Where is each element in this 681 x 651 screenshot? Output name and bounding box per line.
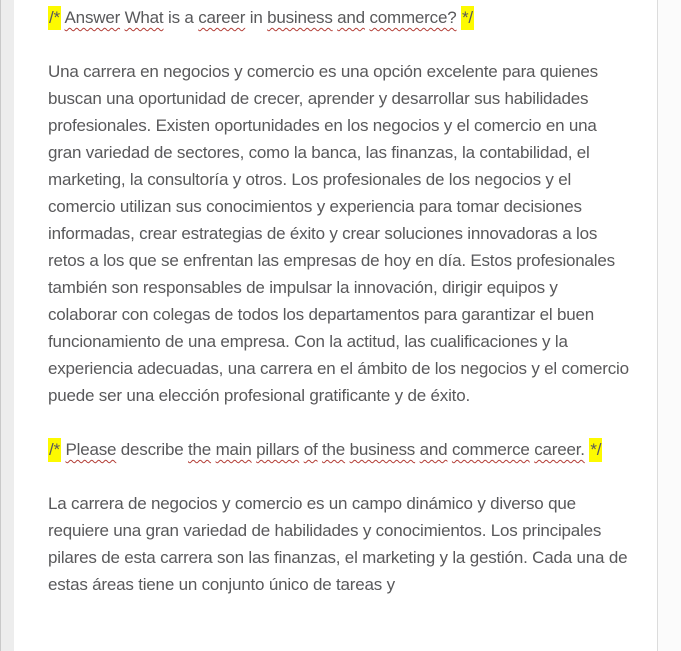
comment-marker-highlight: /*	[48, 6, 61, 30]
misspelled-word: Please	[65, 440, 117, 459]
misspelled-word: main	[215, 440, 252, 459]
comment-marker-highlight: */	[461, 6, 474, 30]
misspelled-word: of	[303, 440, 318, 459]
scrollbar-track[interactable]	[657, 0, 681, 651]
misspelled-word: business	[349, 440, 416, 459]
misspelled-word: business	[267, 8, 333, 27]
misspelled-word: career.	[534, 440, 585, 459]
comment-marker-highlight: */	[589, 438, 602, 462]
misspelled-word: the	[188, 440, 212, 459]
misspelled-word: and	[337, 8, 365, 27]
comment-word: a	[184, 8, 194, 27]
comment-word: is	[168, 8, 180, 27]
misspelled-word: commerce?	[369, 8, 457, 27]
document-text-area[interactable]	[14, 0, 657, 651]
comment-line-question-1	[48, 4, 629, 31]
misspelled-word: pillars	[256, 440, 300, 459]
comment-line-question-2	[48, 436, 629, 463]
paragraph-answer-1: Una carrera en negocios y comercio es una opción excelente para quienes buscan una oportunidad de crecer, aprender y desarrollar sus habilidades profesionales. Existen oportunidades en los negocios y el comercio en una gran variedad de sectores, como la banca, las finanzas, la contabilidad, el marketing, la consultoría y otros. Los profesionales de los negocios y el comercio utilizan sus conocimientos y experiencia para tomar decisiones informadas, crear estrategias de éxito y crear soluciones innovadoras a los retos a los que se enfrentan las empresas de hoy en día. Estos profesionales también son responsables de impulsar la innovación, dirigir equipos y colaborar con colegas de todos los departamentos para garantizar el buen funcionamiento de una empresa. Con la actitud, las cualificaciones y la experiencia adecuadas, una carrera en el ámbito de los negocios y el comercio puede ser una elección profesional gratificante y de éxito.	[48, 62, 629, 405]
comment-word: in	[249, 8, 263, 27]
misspelled-word: and	[419, 440, 448, 459]
comment-marker-highlight: /*	[48, 438, 61, 462]
left-gutter	[0, 0, 14, 651]
misspelled-word: career	[198, 8, 246, 27]
misspelled-word: Answer	[64, 8, 121, 27]
misspelled-word: commerce	[451, 440, 530, 459]
comment-word: describe	[120, 440, 184, 459]
misspelled-word: the	[322, 440, 346, 459]
paragraph-answer-2: La carrera de negocios y comercio es un campo dinámico y diverso que requiere una gran variedad de habilidades y conocimientos. Los principales pilares de esta carrera son las finanzas, el marketing y la gestión. Cada una de estas áreas tiene un conjunto único de tareas y	[48, 494, 628, 594]
misspelled-word: What	[124, 8, 164, 27]
